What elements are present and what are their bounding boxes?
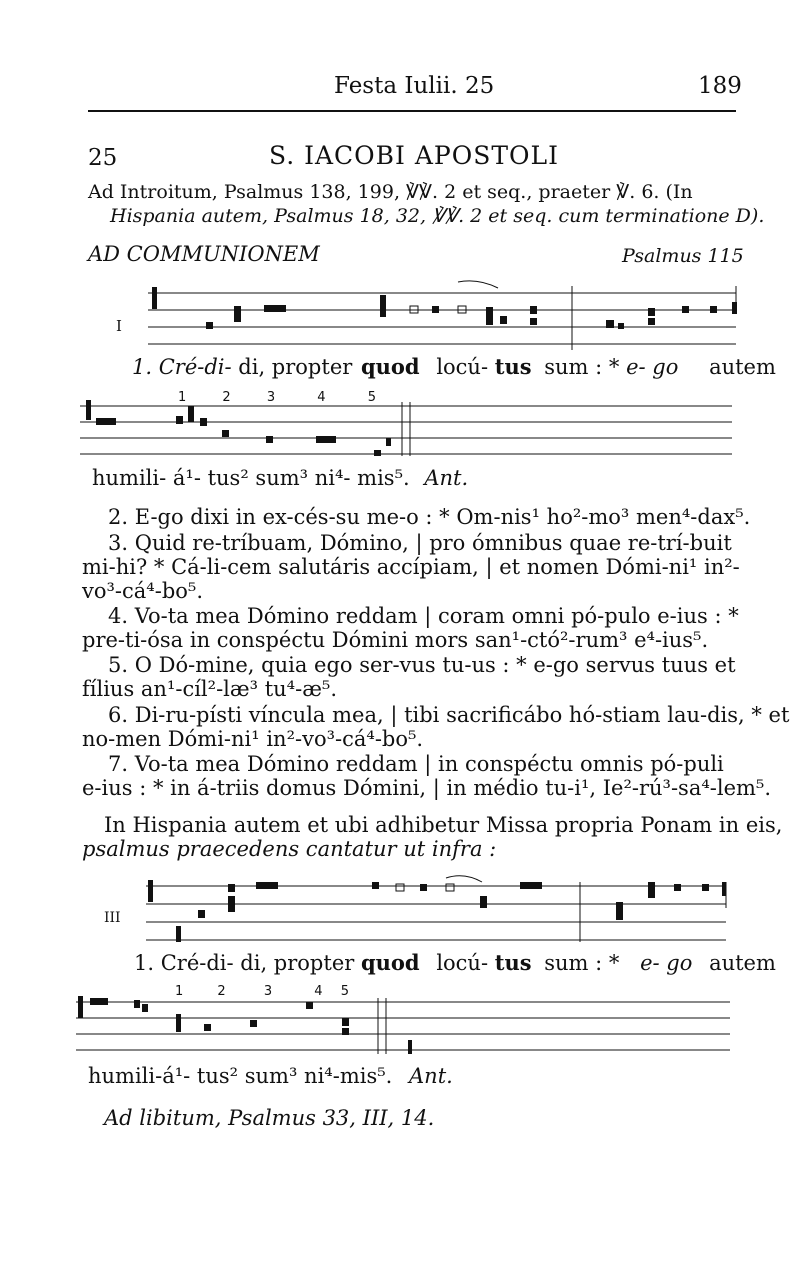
chant1-word-7: * e- bbox=[608, 355, 646, 379]
chant1-staff-2 bbox=[80, 398, 740, 458]
chant1-word-2: di, propter bbox=[238, 355, 353, 379]
chant2-words-2 bbox=[88, 1064, 453, 1088]
chant1-word-3: quod bbox=[360, 354, 420, 379]
feast-number: 25 bbox=[88, 145, 118, 171]
chant1-tail: humili- á¹- tus² sum³ ni⁴- mis⁵. bbox=[92, 466, 410, 490]
chant2-word-4: locú- bbox=[436, 951, 489, 975]
chant1-word-9: autem bbox=[709, 355, 776, 379]
chant2-num-4: 4 bbox=[314, 984, 323, 999]
verse-2-line-1 bbox=[108, 505, 750, 529]
chant2-word-2: di, propter bbox=[240, 951, 355, 975]
chant1-num-4: 4 bbox=[317, 390, 326, 405]
verse-6-line-2: no-men Dómi-ni¹ in²-vo³-cá⁴-bo⁵. bbox=[82, 727, 424, 751]
verse-5-line-2: fílius an¹-cíl²-læ³ tu⁴-æ⁵. bbox=[82, 677, 338, 701]
hispania-line-1: In Hispania autem et ubi adhibetur Missa propria Ponam in eis, bbox=[104, 813, 783, 837]
footer-note: Ad libitum, Psalmus 33, III, 14. bbox=[104, 1106, 435, 1130]
verse-3-line-1 bbox=[108, 531, 732, 555]
chant2-words bbox=[134, 951, 776, 975]
chant2-word-3: quod bbox=[360, 950, 420, 975]
verse-3-number: 3. bbox=[108, 531, 129, 555]
chant2-staff-2 bbox=[76, 994, 736, 1060]
chant1-mode: I bbox=[116, 317, 122, 335]
chant2-word-1 bbox=[134, 951, 234, 975]
feast-title: S. IACOBI APOSTOLI bbox=[269, 141, 560, 170]
chant1-num-2: 2 bbox=[222, 390, 231, 405]
verse-2-text: E-go dixi in ex-cés-su me-o : * Om-nis¹ ho²-mo³ men⁴-dax⁵. bbox=[134, 505, 751, 529]
verse-6-text-1: Di-ru-písti víncula mea, | tibi sacrificábo hó-stiam lau-dis, * et bbox=[134, 703, 790, 727]
chant1-staff bbox=[148, 280, 748, 350]
communion-label: AD COMMUNIONEM bbox=[88, 242, 320, 266]
chant2-num-1: 1 bbox=[175, 984, 184, 999]
verse-5-text-1: O Dó-mine, quia ego ser-vus tu-us : * e-go servus tuus et bbox=[134, 653, 736, 677]
chant1-num-1: 1 bbox=[178, 390, 187, 405]
verse-7-text-1: Vo-ta mea Dómino reddam | in conspéctu omnis pó-puli bbox=[134, 752, 724, 776]
introit-line-1: Ad Introitum, Psalmus 138, 199, ℣℣. 2 et seq., praeter ℣. 6. (In bbox=[88, 181, 693, 203]
chant1-word-4: locú- bbox=[436, 355, 489, 379]
verse-7-number: 7. bbox=[108, 752, 129, 776]
chant2-word-9: autem bbox=[709, 951, 776, 975]
chant1-word-8: go bbox=[652, 355, 679, 379]
verse-7-line-2: e-ius : * in á-triis domus Dómini, | in médio tu-i¹, Ie²-rú³-sa⁴-lem⁵. bbox=[82, 776, 772, 800]
chant2-word-1-text: 1. Cré-di- bbox=[134, 951, 234, 975]
chant1-words-2 bbox=[92, 466, 468, 490]
chant2-word-6: sum : bbox=[544, 951, 603, 975]
verse-5-line-1 bbox=[108, 653, 736, 677]
chant2-num-2: 2 bbox=[217, 984, 226, 999]
verse-4-number: 4. bbox=[108, 604, 129, 628]
communion-psalm: Psalmus 115 bbox=[622, 245, 744, 267]
verse-6-number: 6. bbox=[108, 703, 129, 727]
chant2-tail: humili-á¹- tus² sum³ ni⁴-mis⁵. bbox=[88, 1064, 393, 1088]
verse-3-line-2: mi-hi? * Cá-li-cem salutáris accípiam, | et nomen Dómi-ni¹ in²- bbox=[82, 555, 740, 579]
chant1-ant: Ant. bbox=[424, 466, 469, 490]
verse-2-number: 2. bbox=[108, 505, 129, 529]
chant1-num-3: 3 bbox=[266, 390, 276, 405]
verse-3-line-3: vo³-cá⁴-bo⁵. bbox=[82, 579, 203, 603]
page-number: 189 bbox=[698, 73, 742, 99]
verse-4-text-1: Vo-ta mea Dómino reddam | coram omni pó-pulo e-ius : * bbox=[134, 604, 739, 628]
chant2-word-5: tus bbox=[494, 950, 532, 975]
chant2-word-8: e- go bbox=[640, 951, 693, 975]
chant1-word-6: sum : bbox=[544, 355, 603, 379]
header-rule bbox=[88, 110, 736, 112]
chant1-word-1: 1. Cré-di- bbox=[132, 355, 232, 379]
verse-3-text-1: Quid re-tríbuam, Dómino, | pro ómnibus quae re-trí-buit bbox=[134, 531, 732, 555]
verse-6-line-1 bbox=[108, 703, 789, 727]
verse-7-line-1 bbox=[108, 752, 724, 776]
chant2-mode: III bbox=[104, 910, 121, 926]
chant1-word-5: tus bbox=[494, 354, 532, 379]
chant2-staff bbox=[146, 872, 736, 944]
verse-4-line-1 bbox=[108, 604, 739, 628]
introit-line-2: Hispania autem, Psalmus 18, 32, ℣℣. 2 et seq. cum terminatione D). bbox=[110, 205, 765, 227]
chant2-ant: Ant. bbox=[409, 1064, 453, 1088]
chant1-words bbox=[132, 355, 776, 379]
chant2-word-7: * bbox=[608, 951, 620, 975]
chant2-num-5: 5 bbox=[340, 984, 349, 999]
running-title: Festa Iulii. 25 bbox=[334, 73, 495, 99]
chant1-num-5: 5 bbox=[367, 390, 376, 405]
chant2-num-3: 3 bbox=[263, 984, 273, 999]
verse-5-number: 5. bbox=[108, 653, 129, 677]
hispania-line-2: psalmus praecedens cantatur ut infra : bbox=[82, 837, 497, 861]
verse-4-line-2: pre-ti-ósa in conspéctu Dómini mors san¹-ctó²-rum³ e⁴-ius⁵. bbox=[82, 628, 709, 652]
